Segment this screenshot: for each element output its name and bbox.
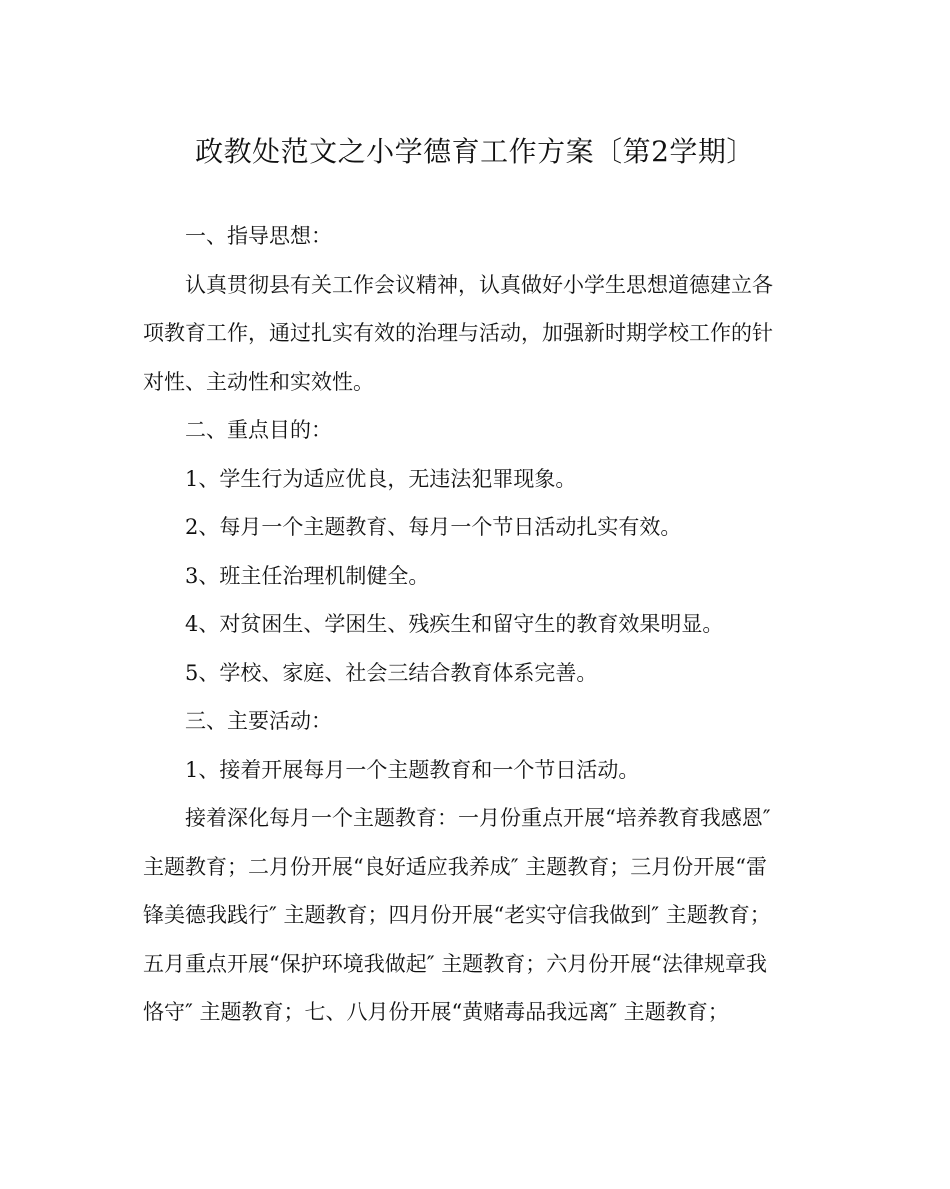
- section-heading-key-goals: 二、重点目的：: [185, 418, 332, 442]
- list-item: 2、每月一个主题教育、每月一个节日活动扎实有效。: [185, 515, 682, 539]
- paragraph-line: 恪守″ 主题教育；七、八月份开展“黄赌毒品我远离″ 主题教育；: [143, 1000, 729, 1024]
- section-heading-main-activities: 三、主要活动：: [185, 709, 332, 733]
- list-item: 1、学生行为适应优良，无违法犯罪现象。: [185, 466, 577, 491]
- paragraph-line: 认真贯彻县有关工作会议精神，认真做好小学生思想道德建立各: [185, 272, 773, 297]
- section-heading-guiding-ideology: 一、指导思想：: [185, 224, 332, 248]
- list-item: 4、对贫困生、学困生、残疾生和留守生的教育效果明显。: [185, 612, 724, 636]
- paragraph-line: 锋美德我践行″ 主题教育；四月份开展“老实守信我做到″ 主题教育；: [143, 903, 771, 927]
- list-item: 5、学校、家庭、社会三结合教育体系完善。: [185, 660, 598, 685]
- paragraph-guiding-ideology: [143, 261, 803, 407]
- document-title: 政教处范文之小学德育工作方案〔第2学期〕: [195, 135, 755, 168]
- paragraph-line: 接着深化每月一个主题教育：一月份重点开展“培养教育我感恩″: [185, 806, 771, 830]
- paragraph-line: 五月重点开展“保护环境我做起″ 主题教育；六月份开展“法律规章我: [143, 951, 767, 976]
- list-item: 3、班主任治理机制健全。: [185, 563, 430, 588]
- document-body: [143, 212, 803, 1037]
- list-item: 1、接着开展每月一个主题教育和一个节日活动。: [185, 757, 640, 782]
- paragraph-line: 项教育工作，通过扎实有效的治理与活动，加强新时期学校工作的针: [143, 321, 773, 345]
- paragraph-line: 主题教育；二月份开展“良好适应我养成″ 主题教育；三月份开展“雷: [143, 854, 767, 879]
- paragraph-line: 对性、主动性和实效性。: [143, 369, 374, 394]
- paragraph-monthly-themes: [143, 794, 803, 1037]
